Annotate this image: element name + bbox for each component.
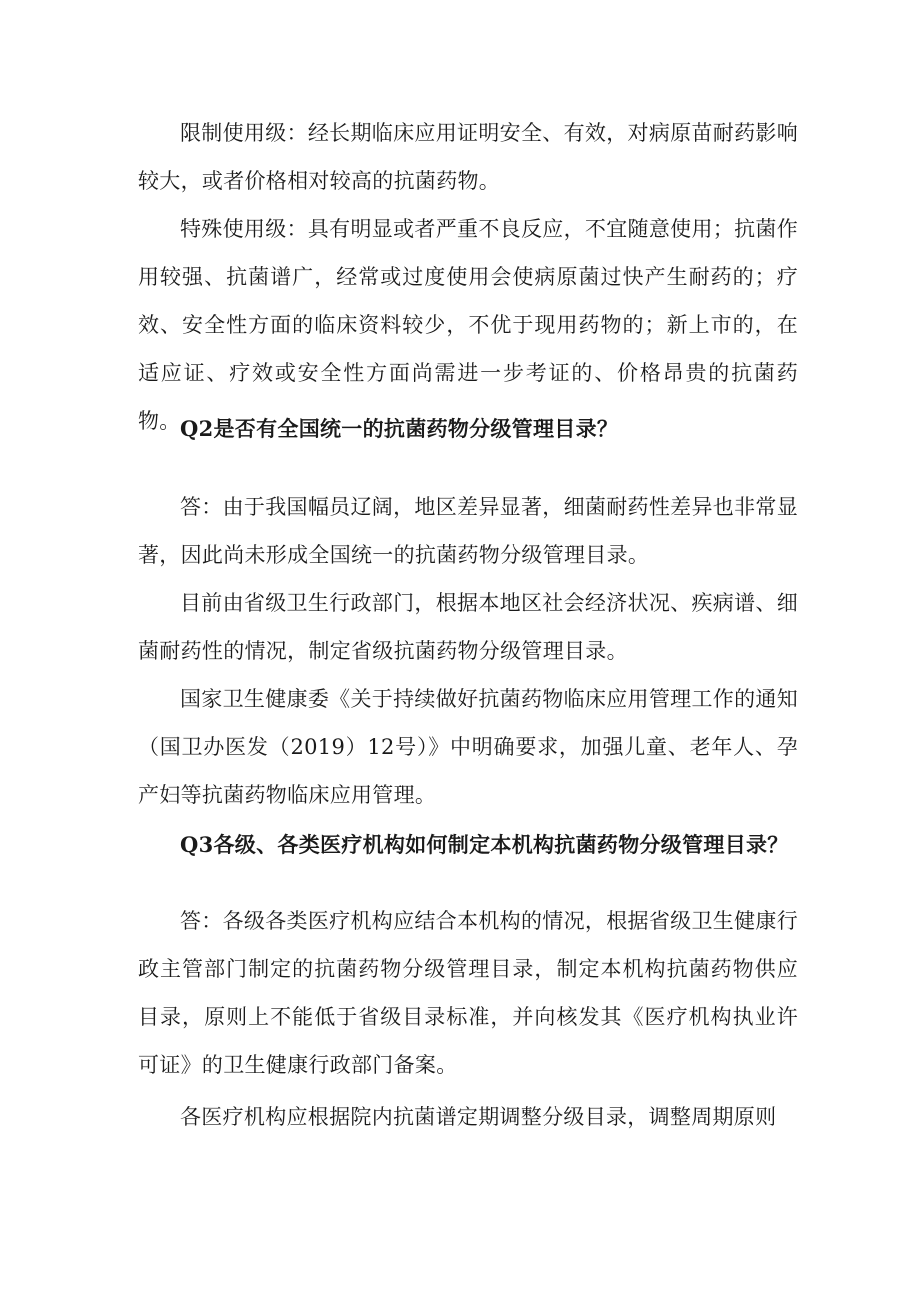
question-heading-q2: Q2是否有全国统一的抗菌药物分级管理目录？ — [180, 416, 619, 441]
paragraph-national-notice: 国家卫生健康委《关于持续做好抗菌药物临床应用管理工作的通知（国卫办医发（2019）12号）》中明确要求，加强儿童、老年人、孕产妇等抗菌药物临床应用管理。 — [138, 687, 798, 807]
paragraph-restricted-level: 限制使用级：经长期临床应用证明安全、有效，对病原苗耐药影响较大，或者价格相对较高的抗菌药物。 — [138, 121, 798, 193]
paragraph-special-level: 特殊使用级：具有明显或者严重不良反应，不宜随意使用；抗菌作用较强、抗菌谱广，经常或过度使用会使病原菌过快产生耐药的；疗效、安全性方面的临床资料较少，不优于现用药物的；新上市的，在适应证、疗效或安全性方面尚需进一步考证的、价格昂贵的抗菌药物。 — [138, 217, 798, 433]
question-heading-q3: Q3各级、各类医疗机构如何制定本机构抗菌药物分级管理目录？ — [180, 832, 789, 857]
paragraph-provincial-catalog: 目前由省级卫生行政部门，根据本地区社会经济状况、疾病谱、细菌耐药性的情况，制定省级抗菌药物分级管理目录。 — [138, 591, 798, 663]
paragraph-answer-q3: 答：各级各类医疗机构应结合本机构的情况，根据省级卫生健康行政主管部门制定的抗菌药物分级管理目录，制定本机构抗菌药物供应目录，原则上不能低于省级目录标准，并向核发其《医疗机构执业许可证》的卫生健康行政部门备案。 — [138, 909, 798, 1077]
paragraph-answer-q2: 答：由于我国幅员辽阔，地区差异显著，细菌耐药性差异也非常显著，因此尚未形成全国统一的抗菌药物分级管理目录。 — [138, 495, 798, 567]
paragraph-adjustment-cycle: 各医疗机构应根据院内抗菌谱定期调整分级目录，调整周期原则 — [180, 1105, 777, 1129]
